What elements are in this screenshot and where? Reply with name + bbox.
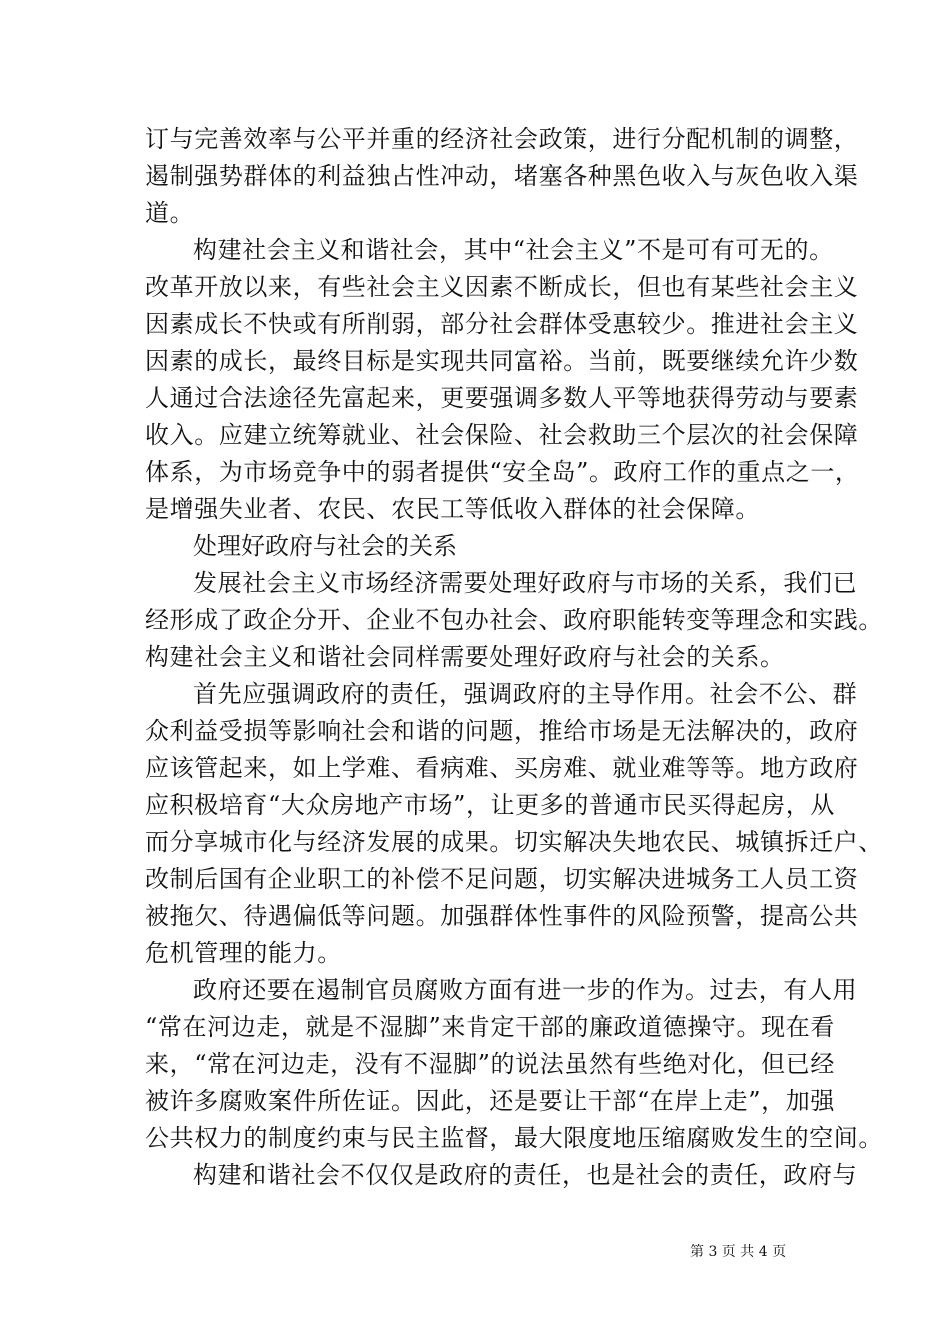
paragraph-first-line: 构建和谐社会不仅仅是政府的责任，也是社会的责任，政府与 bbox=[193, 1161, 858, 1189]
body-line: 应该管起来，如上学难、看病难、买房难、就业难等等。地方政府 bbox=[145, 754, 859, 782]
body-line: 被许多腐败案件所佐证。因此，还是要让干部“在岸上走”，加强 bbox=[145, 1087, 835, 1115]
body-line: 危机管理的能力。 bbox=[145, 939, 342, 967]
body-line: 来，“常在河边走，没有不湿脚”的说法虽然有些绝对化，但已经 bbox=[145, 1050, 835, 1078]
body-line: 应积极培育“大众房地产市场”，让更多的普通市民买得起房，从 bbox=[145, 791, 835, 819]
body-line: 道。 bbox=[145, 199, 195, 227]
body-line: 体系，为市场竞争中的弱者提供“安全岛”。政府工作的重点之一， bbox=[145, 458, 860, 486]
body-line: 众利益受损等影响社会和谐的问题，推给市场是无法解决的，政府 bbox=[145, 717, 859, 745]
body-line: 改制后国有企业职工的补偿不足问题，切实解决进城务工人员工资 bbox=[145, 865, 859, 893]
body-line: 构建社会主义和谐社会同样需要处理好政府与社会的关系。 bbox=[145, 643, 785, 671]
body-line: 改革开放以来，有些社会主义因素不断成长，但也有某些社会主义 bbox=[145, 273, 859, 301]
paragraph-first-line: 政府还要在遏制官员腐败方面有进一步的作为。过去，有人用 bbox=[193, 976, 858, 1004]
page-number-footer: 第 3 页 共 4 页 bbox=[690, 1244, 787, 1260]
body-line: 公共权力的制度约束与民主监督，最大限度地压缩腐败发生的空间。 bbox=[145, 1124, 883, 1152]
body-line: 经形成了政企分开、企业不包办社会、政府职能转变等理念和实践。 bbox=[145, 606, 883, 634]
body-line: 收入。应建立统筹就业、社会保险、社会救助三个层次的社会保障 bbox=[145, 421, 859, 449]
body-line: 因素成长不快或有所削弱，部分社会群体受惠较少。推进社会主义 bbox=[145, 310, 859, 338]
body-line: 因素的成长，最终目标是实现共同富裕。当前，既要继续允许少数 bbox=[145, 347, 859, 375]
body-line: 订与完善效率与公平并重的经济社会政策，进行分配机制的调整， bbox=[145, 125, 859, 153]
paragraph-first-line: 首先应强调政府的责任，强调政府的主导作用。社会不公、群 bbox=[193, 680, 858, 708]
paragraph-first-line: 构建社会主义和谐社会，其中“社会主义”不是可有可无的。 bbox=[193, 236, 834, 264]
body-line: “常在河边走，就是不湿脚”来肯定干部的廉政道德操守。现在看 bbox=[145, 1013, 835, 1041]
body-line: 而分享城市化与经济发展的成果。切实解决失地农民、城镇拆迁户、 bbox=[145, 828, 883, 856]
body-line: 被拖欠、待遇偏低等问题。加强群体性事件的风险预警，提高公共 bbox=[145, 902, 859, 930]
section-heading: 处理好政府与社会的关系 bbox=[193, 532, 457, 560]
body-line: 遏制强势群体的利益独占性冲动，堵塞各种黑色收入与灰色收入渠 bbox=[145, 162, 859, 190]
paragraph-first-line: 发展社会主义市场经济需要处理好政府与市场的关系，我们已 bbox=[193, 569, 858, 597]
body-line: 是增强失业者、农民、农民工等低收入群体的社会保障。 bbox=[145, 495, 760, 523]
body-line: 人通过合法途径先富起来，更要强调多数人平等地获得劳动与要素 bbox=[145, 384, 859, 412]
